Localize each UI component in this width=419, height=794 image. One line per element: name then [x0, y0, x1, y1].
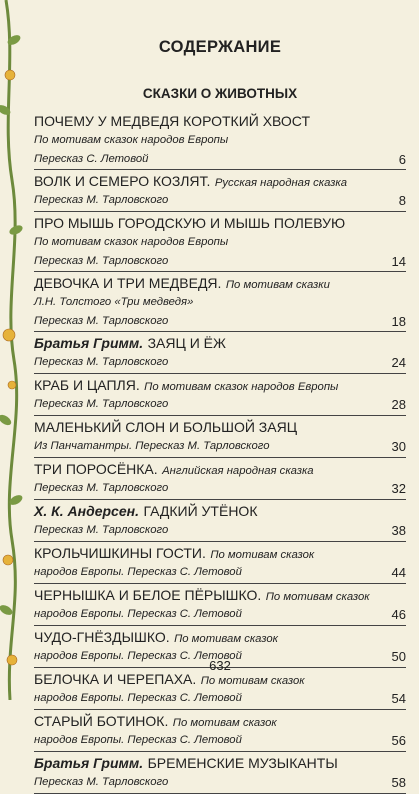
toc-entry[interactable]	[34, 542, 406, 584]
toc-entry[interactable]	[34, 500, 406, 542]
entry-subtitle: народов Европы. Пересказ С. Летовой	[34, 734, 242, 746]
entry-subtitle: Пересказ М. Тарловского	[34, 356, 169, 368]
entry-page-number: 32	[391, 481, 406, 496]
entry-subtitle: народов Европы. Пересказ С. Летовой	[34, 692, 242, 704]
entry-title: ПРО МЫШЬ ГОРОДСКУЮ И МЫШЬ ПОЛЕВУЮ	[34, 215, 346, 231]
toc-list	[34, 110, 406, 794]
entry-subtitle: народов Европы. Пересказ С. Летовой	[34, 566, 242, 578]
entry-page-number: 46	[391, 607, 406, 622]
entry-note: По мотивам сказок	[200, 675, 305, 687]
entry-page-number: 24	[391, 355, 406, 370]
entry-title: КРАБ И ЦАПЛЯ.	[34, 377, 140, 393]
entry-title: ЧУДО-ГНЁЗДЫШКО.	[34, 629, 170, 645]
entry-page-number: 28	[391, 397, 406, 412]
toc-entry[interactable]	[34, 374, 406, 416]
entry-subtitle: народов Европы. Пересказ С. Летовой	[34, 650, 242, 662]
entry-reteller: Пересказ С. Летовой	[34, 153, 149, 165]
entry-subtitle: По мотивам сказок народов Европы	[34, 134, 229, 146]
entry-page-number: 44	[391, 565, 406, 580]
entry-title: КРОЛЬЧИШКИНЫ ГОСТИ.	[34, 545, 206, 561]
entry-title: ГАДКИЙ УТЁНОК	[143, 503, 258, 519]
toc-entry[interactable]	[34, 416, 406, 458]
entry-title: ДЕВОЧКА И ТРИ МЕДВЕДЯ.	[34, 275, 222, 291]
entry-subtitle: Пересказ М. Тарловского	[34, 194, 169, 206]
decorative-vine-border	[0, 0, 26, 700]
toc-entry[interactable]	[34, 752, 406, 794]
entry-subtitle: Пересказ М. Тарловского	[34, 398, 169, 410]
toc-entry[interactable]	[34, 458, 406, 500]
entry-page-number: 8	[398, 193, 406, 208]
entry-title: ПОЧЕМУ У МЕДВЕДЯ КОРОТКИЙ ХВОСТ	[34, 113, 311, 129]
toc-entry[interactable]	[34, 110, 406, 170]
entry-page-number: 30	[391, 439, 406, 454]
entry-note: По мотивам сказок	[265, 591, 370, 603]
entry-title: БЕЛОЧКА И ЧЕРЕПАХА.	[34, 671, 197, 687]
entry-title: ВОЛК И СЕМЕРО КОЗЛЯТ.	[34, 173, 211, 189]
entry-title: БРЕМЕНСКИЕ МУЗЫКАНТЫ	[147, 755, 338, 771]
entry-subtitle: Пересказ М. Тарловского	[34, 482, 169, 494]
toc-entry[interactable]	[34, 668, 406, 710]
page-number: 632	[209, 658, 231, 673]
entry-page-number: 50	[391, 649, 406, 664]
entry-title: СТАРЫЙ БОТИНОК.	[34, 713, 169, 729]
entry-subtitle: Л.Н. Толстого «Три медведя»	[34, 296, 194, 308]
entry-note: По мотивам сказок народов Европы	[144, 381, 339, 393]
entry-page-number: 54	[391, 691, 406, 706]
entry-subtitle: Пересказ М. Тарловского	[34, 776, 169, 788]
entry-title: ЧЕРНЫШКА И БЕЛОЕ ПЁРЫШКО.	[34, 587, 262, 603]
toc-entry[interactable]	[34, 332, 406, 374]
contents-page	[34, 0, 406, 790]
entry-page-number: 38	[391, 523, 406, 538]
entry-note: Английская народная сказка	[162, 465, 314, 477]
toc-entry[interactable]	[34, 212, 406, 272]
entry-note: По мотивам сказок	[210, 549, 315, 561]
entry-author: Х. К. Андерсен.	[34, 503, 139, 519]
entry-note: По мотивам сказок	[174, 633, 278, 645]
entry-subtitle: По мотивам сказок народов Европы	[34, 236, 229, 248]
entry-subtitle: Из Панчатантры. Пересказ М. Тарловского	[34, 440, 270, 452]
entry-page-number: 6	[398, 152, 406, 167]
entry-author: Братья Гримм.	[34, 755, 144, 771]
entry-subtitle: Пересказ М. Тарловского	[34, 524, 169, 536]
entry-title: МАЛЕНЬКИЙ СЛОН И БОЛЬШОЙ ЗАЯЦ	[34, 419, 298, 435]
entry-page-number: 58	[391, 775, 406, 790]
entry-subtitle: народов Европы. Пересказ С. Летовой	[34, 608, 242, 620]
entry-page-number: 14	[391, 254, 406, 269]
toc-entry[interactable]	[34, 710, 406, 752]
entry-author: Братья Гримм.	[34, 335, 144, 351]
entry-reteller: Пересказ М. Тарловского	[34, 315, 169, 327]
entry-reteller: Пересказ М. Тарловского	[34, 255, 169, 267]
toc-entry[interactable]	[34, 170, 406, 212]
toc-entry[interactable]	[34, 272, 406, 332]
entry-page-number: 18	[391, 314, 406, 329]
toc-entry[interactable]	[34, 584, 406, 626]
entry-title: ТРИ ПОРОСЁНКА.	[34, 461, 158, 477]
page-heading: СОДЕРЖАНИЕ	[158, 38, 282, 56]
section-title: СКАЗКИ О ЖИВОТНЫХ	[142, 86, 298, 101]
entry-note: По мотивам сказок	[172, 717, 277, 729]
entry-note: Русская народная сказка	[214, 177, 348, 189]
entry-title: ЗАЯЦ И ЁЖ	[147, 335, 226, 351]
entry-page-number: 56	[391, 733, 406, 748]
entry-note: По мотивам сказки	[225, 279, 330, 291]
